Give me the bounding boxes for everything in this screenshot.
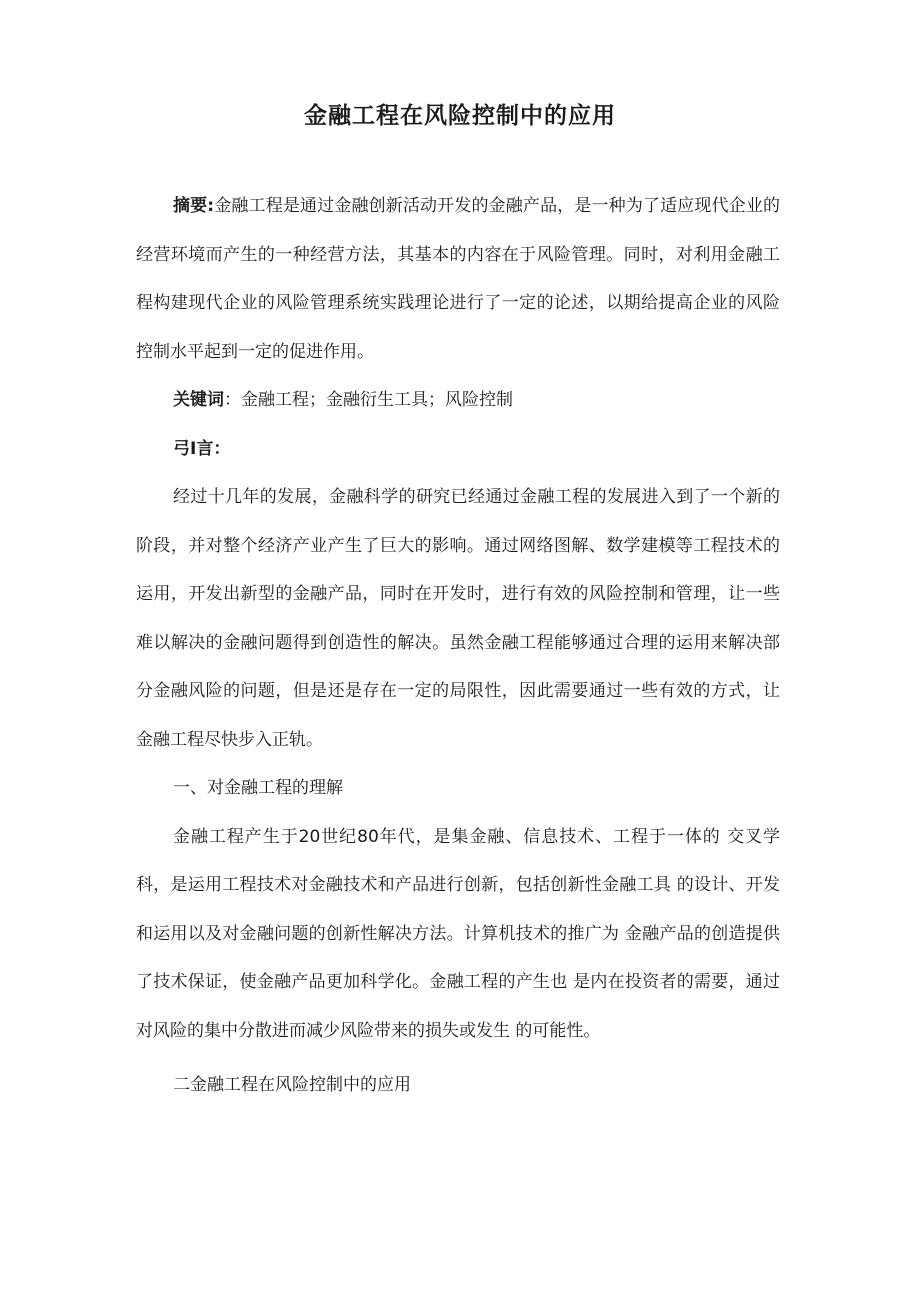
abstract-paragraph <box>136 182 780 376</box>
keywords-label: 关键词 <box>173 390 224 410</box>
intro-paragraph: 经过十几年的发展，金融科学的研究已经通过金融工程的发展进入到了一个新的阶段，并对整个经济产业产生了巨大的影响。通过网络图解、数学建模等工程技术的运用，开发出新型的金融产品，同时在开发时，进行有效的风险控制和管理，让一些难以解决的金融问题得到创造性的解决。虽然金融工程能够通过合理的运用来解决部分金融风险的问题，但是还是存在一定的局限性，因此需要通过一些有效的方式，让金融工程尽快步入正轨。 <box>136 487 780 750</box>
document-body <box>136 182 780 1110</box>
keywords-text: ：金融工程；金融衍生工具；风险控制 <box>224 390 513 410</box>
intro-heading: 弓I言： <box>173 438 231 459</box>
section2-heading: 二金融工程在风险控制中的应用 <box>173 1075 411 1095</box>
section1-heading: 一、对金融工程的理解 <box>173 778 343 798</box>
keywords-paragraph <box>136 376 780 425</box>
document-title: 金融工程在风险控制中的应用 <box>304 103 616 129</box>
section1-paragraph: 金融工程产生于20世纪80年代，是集金融、信息技术、工程于一体的 交叉学科，是运用工程技术对金融技术和产品进行创新，包括创新性金融工具 的设计、开发和运用以及对金融问题的创新性解决方法。计算机技术的推广为 金融产品的创造提供了技术保证，使金融产品更加科学化。金融工程的产生也 是内在投资者的需要，通过对风险的集中分散进而减少风险带来的损失或发生 的可能性。 <box>136 826 780 1041</box>
abstract-label: 摘要: <box>173 196 215 216</box>
abstract-text: 金融工程是通过金融创新活动开发的金融产品，是一种为了适应现代企业的经营环境而产生的一种经营方法，其基本的内容在于风险管理。同时，对利用金融工程构建现代企业的风险管理系统实践理论进行了一定的论述，以期给提高企业的风险控制水平起到一定的促进作用。 <box>136 196 780 362</box>
